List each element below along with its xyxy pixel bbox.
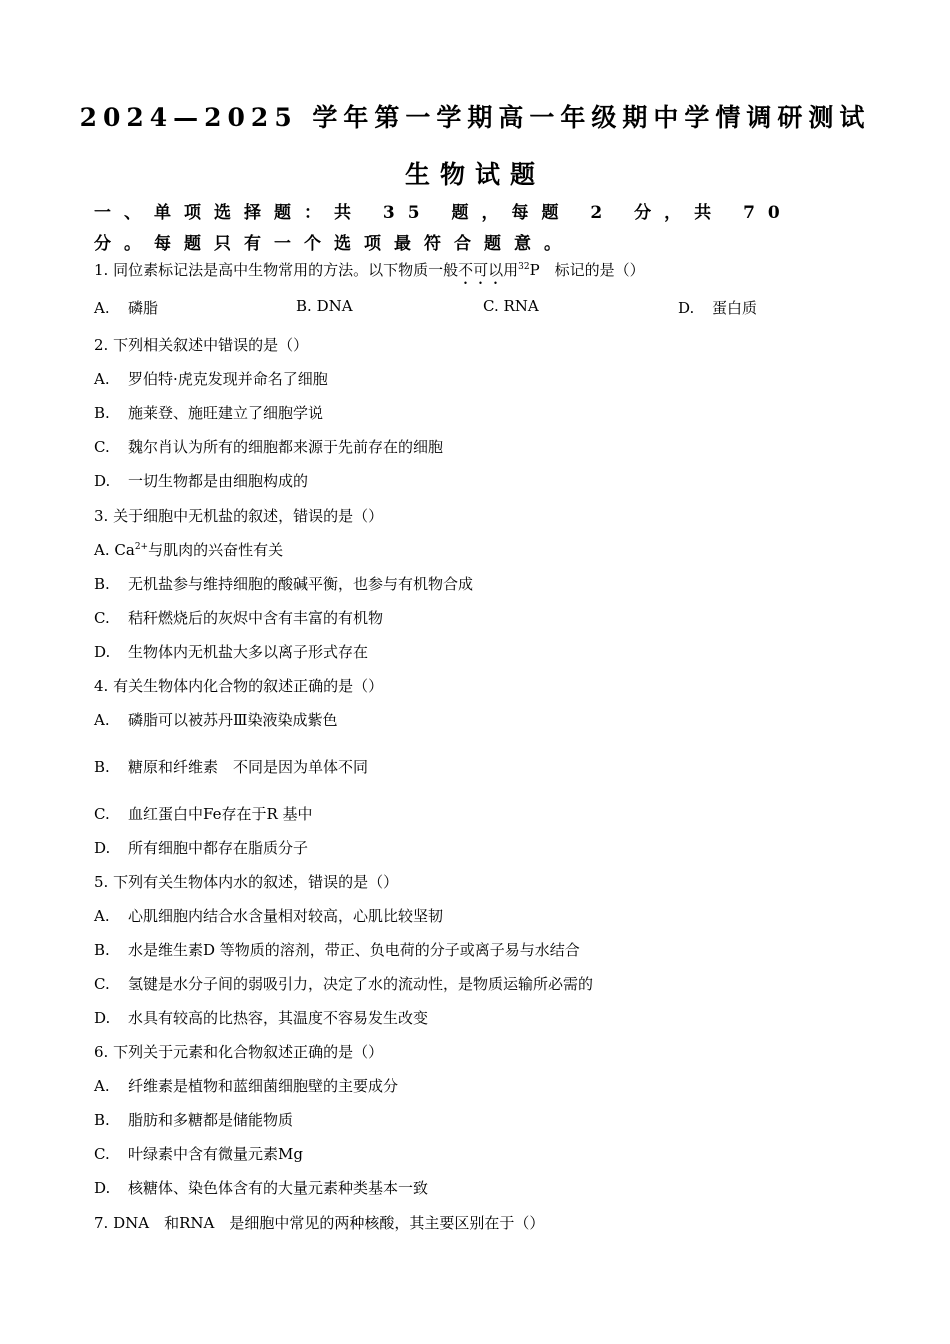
question-1-stem: 1. 同位素标记法是高中生物常用的方法。以下物质一般不可以用$^{32}$P 标记的是（） [94,261,645,279]
question-3-stem: 3. 关于细胞中无机盐的叙述，错误的是（） [94,507,384,525]
question-4-stem: 4. 有关生物体内化合物的叙述正确的是（） [94,677,384,695]
question-3-option-d[interactable]: D. 生物体内无机盐大多以离子形式存在 [94,643,369,661]
question-3-option-a[interactable]: A. $Ca^{2+}$与肌肉的兴奋性有关 [94,541,284,559]
question-6-stem: 6. 下列关于元素和化合物叙述正确的是（） [94,1043,384,1061]
question-7-stem: 7. DNA 和RNA 是细胞中常见的两种核酸，其主要区别在于（） [94,1214,545,1232]
question-6-option-c[interactable]: C. 叶绿素中含有微量元素Mg [94,1145,303,1163]
option-c[interactable]: C. RNA [483,297,539,315]
exam-subtitle: 生物试题 [404,160,545,189]
question-4-option-d[interactable]: D. 所有细胞中都存在脂质分子 [94,839,309,857]
question-5-option-c[interactable]: C. 氢键是水分子间的弱吸引力，决定了水的流动性，是物质运输所必需的 [94,975,594,993]
question-5-option-a[interactable]: A. 心肌细胞内结合水含量相对较高，心肌比较坚韧 [94,907,444,925]
question-6-option-a[interactable]: A. 纤维素是植物和蓝细菌细胞壁的主要成分 [94,1077,399,1095]
question-5-option-b[interactable]: B. 水是维生素D 等物质的溶剂，带正、负电荷的分子或离子易与水结合 [94,941,580,959]
question-3-option-b[interactable]: B. 无机盐参与维持细胞的酸碱平衡，也参与有机物合成 [94,575,474,593]
question-5-option-d[interactable]: D. 水具有较高的比热容，其温度不容易发生改变 [94,1009,429,1027]
question-4-option-a[interactable]: A. 磷脂可以被苏丹Ⅲ染液染成紫色 [94,711,338,729]
question-2-option-d[interactable]: D. 一切生物都是由细胞构成的 [94,472,309,490]
section-heading: 一、单项选择题：共 35 题，每题 2 分，共 70 分。每题只有一个选项最符合题意。 [94,203,793,254]
question-4-option-c[interactable]: C. 血红蛋白中Fe存在于R 基中 [94,805,313,823]
question-3-option-c[interactable]: C. 秸秆燃烧后的灰烬中含有丰富的有机物 [94,609,384,627]
question-6-option-d[interactable]: D. 核糖体、染色体含有的大量元素种类基本一致 [94,1179,429,1197]
option-a[interactable]: A. 磷脂 [94,299,159,317]
exam-title: 2024—2025 学年第一学期高一年级期中学情调研测试 [79,103,871,132]
question-2-option-b[interactable]: B. 施莱登、施旺建立了细胞学说 [94,404,324,422]
question-2-option-c[interactable]: C. 魏尔肖认为所有的细胞都来源于先前存在的细胞 [94,438,444,456]
question-2-option-a[interactable]: A. 罗伯特·虎克发现并命名了细胞 [94,370,328,388]
question-6-option-b[interactable]: B. 脂肪和多糖都是储能物质 [94,1111,294,1129]
question-4-option-b[interactable]: B. 糖原和纤维素 不同是因为单体不同 [94,758,369,776]
option-b[interactable]: B. DNA [296,297,353,315]
option-d[interactable]: D. 蛋白质 [678,299,758,317]
question-2-stem: 2. 下列相关叙述中错误的是（） [94,336,309,354]
question-5-stem: 5. 下列有关生物体内水的叙述，错误的是（） [94,873,399,891]
